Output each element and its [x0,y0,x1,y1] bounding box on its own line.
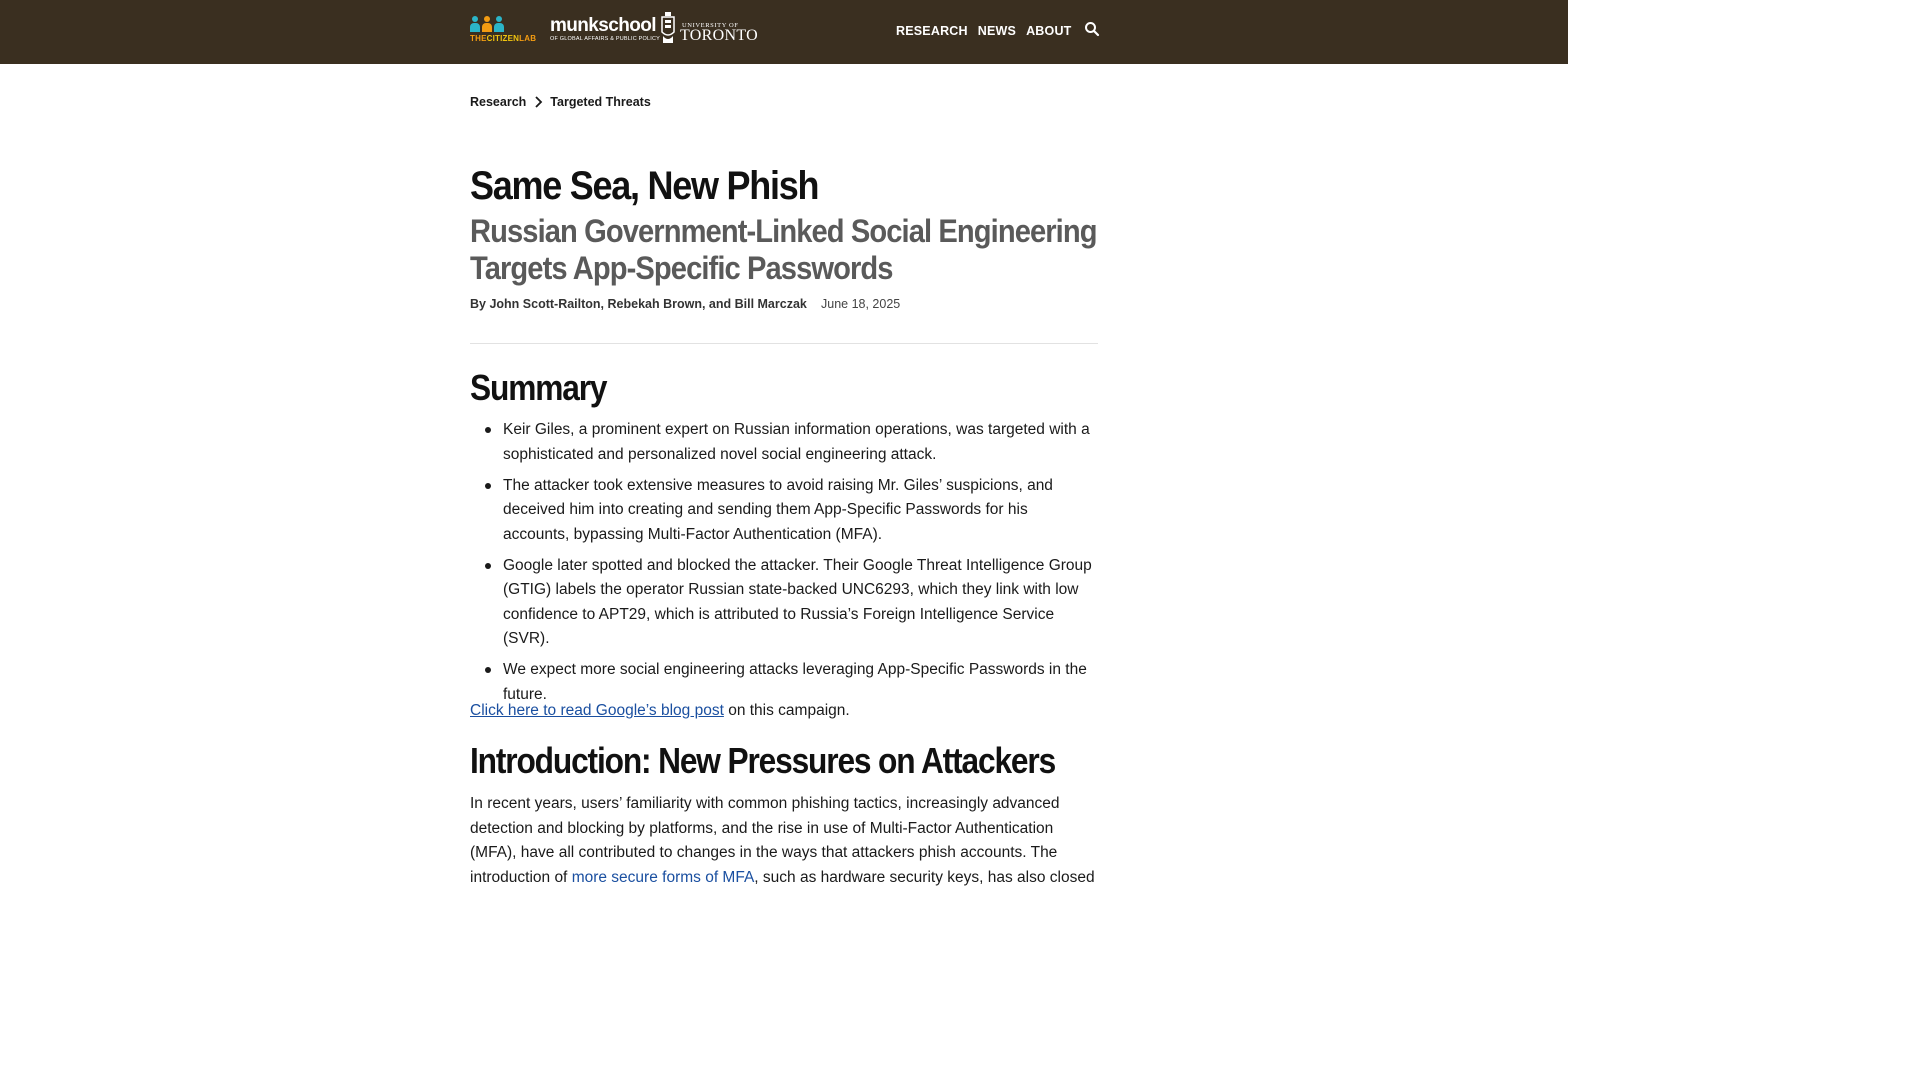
header-inner [470,0,1098,64]
article-title: Same Sea, New Phish [470,164,819,208]
intro-text-before: In recent years, users’ familiarity with common phishing tactics, increasingly advanced detection and blocking by platforms, and the rise in use of Multi-Factor Authentication (MFA), have all contributed to changes in the ways that attackers phish accounts. The introduction of [470,795,1060,886]
nav-research[interactable]: RESEARCH [896,24,968,38]
munk-school-wordmark: munkschool [550,15,656,36]
nav-about[interactable]: ABOUT [1026,24,1072,38]
breadcrumb-research[interactable]: Research [470,95,527,109]
google-blog-link[interactable]: Click here to read Google’s blog post [470,702,724,719]
citizenlab-figures-icon [470,16,530,32]
breadcrumb [470,95,651,109]
uoft-small-text: UNIVERSITY OF [682,22,739,29]
uoft-wordmark: TORONTO [680,27,758,44]
article-subtitle: Russian Government-Linked Social Engineering Targets App-Specific Passwords [470,213,1097,286]
summary-heading: Summary [470,367,607,408]
uoft-logo[interactable] [660,12,758,46]
summary-list [503,418,1098,714]
blog-post-suffix: on this campaign. [723,702,850,719]
list-item: Keir Giles, a prominent expert on Russian information operations, was targeted with a sophisticated and personalized novel social engineering attack. [503,418,1098,467]
list-item: Google later spotted and blocked the attacker. Their Google Threat Intelligence Group (GTIG) labels the operator Russian state-backed UNC6293, which they link with low confidence to APT29, which is attributed to Russia’s Foreign Intelligence Service (SVR). [503,554,1098,652]
header-divider [470,343,1098,344]
munk-school-tagline: OF GLOBAL AFFAIRS & PUBLIC POLICY [550,36,661,42]
citizenlab-wordmark: THECITIZENLAB [470,34,537,43]
article-date: June 18, 2025 [821,297,901,311]
search-button[interactable] [1084,21,1100,37]
introduction-heading: Introduction: New Pressures on Attackers [470,740,1056,781]
blog-post-paragraph [470,699,850,723]
nav-news[interactable]: NEWS [977,24,1017,38]
secure-mfa-link[interactable]: more secure forms of MFA [571,868,755,886]
main-nav [896,24,1072,38]
intro-text-after: , such as hardware security keys, has also closed [754,868,1095,886]
munk-school-logo[interactable] [550,15,661,44]
article-byline: By John Scott-Railton, Rebekah Brown, and Bill Marczak [470,297,807,311]
list-item: We expect more social engineering attacks leveraging App-Specific Passwords in the future. [503,658,1098,707]
uoft-crest-icon [660,12,676,44]
breadcrumb-targeted-threats[interactable]: Targeted Threats [550,95,651,109]
chevron-right-icon [533,96,543,108]
introduction-paragraph [470,792,1098,890]
site-header [0,0,1568,64]
citizenlab-logo[interactable] [470,16,537,46]
search-icon [1084,21,1100,37]
list-item: The attacker took extensive measures to avoid raising Mr. Giles’ suspicions, and deceived him into creating and sending them App-Specific Passwords for his accounts, bypassing Multi-Factor Authentication (MFA). [503,474,1098,548]
